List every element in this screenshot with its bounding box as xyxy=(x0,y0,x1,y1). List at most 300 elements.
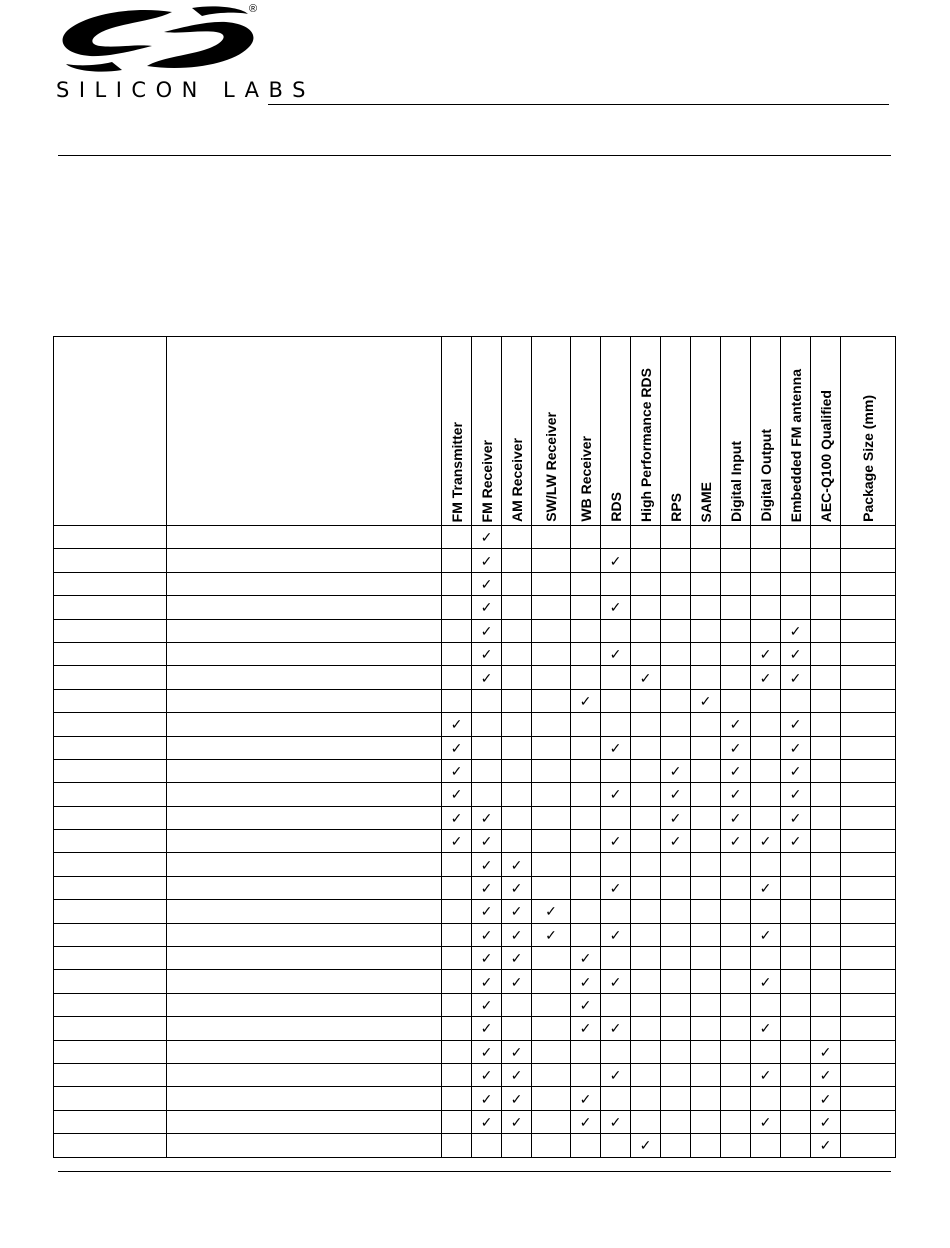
feature-cell xyxy=(691,900,721,923)
feature-cell xyxy=(751,830,781,853)
checkmark-icon: ✓ xyxy=(789,622,802,639)
checkmark-icon: ✓ xyxy=(480,973,493,990)
feature-cell xyxy=(631,642,661,665)
feature-cell xyxy=(811,1040,841,1063)
feature-cell xyxy=(631,666,661,689)
feature-cell xyxy=(502,1063,532,1086)
feature-cell xyxy=(661,900,691,923)
feature-cell xyxy=(811,806,841,829)
checkmark-icon: ✓ xyxy=(510,903,523,920)
feature-cell xyxy=(661,947,691,970)
feature-cell xyxy=(631,853,661,876)
checkmark-icon: ✓ xyxy=(510,1113,523,1130)
feature-cell xyxy=(661,596,691,619)
feature-cell xyxy=(661,526,691,549)
feature-cell xyxy=(751,1063,781,1086)
feature-cell xyxy=(571,1017,601,1040)
part-number-cell xyxy=(54,783,167,806)
feature-cell xyxy=(751,1087,781,1110)
col-header: FM Receiver xyxy=(472,337,502,526)
feature-cell xyxy=(472,572,502,595)
description-cell xyxy=(167,1134,442,1157)
feature-cell xyxy=(811,689,841,712)
feature-cell xyxy=(601,900,631,923)
feature-cell xyxy=(472,923,502,946)
part-number-cell xyxy=(54,993,167,1016)
feature-cell xyxy=(442,1040,472,1063)
feature-cell xyxy=(811,876,841,899)
header-rule xyxy=(268,104,889,105)
feature-cell xyxy=(472,549,502,572)
feature-cell xyxy=(781,923,811,946)
feature-cell xyxy=(781,549,811,572)
col-header: SAME xyxy=(691,337,721,526)
part-number-cell xyxy=(54,970,167,993)
feature-cell xyxy=(532,572,571,595)
feature-cell xyxy=(502,1017,532,1040)
description-cell xyxy=(167,596,442,619)
feature-cell xyxy=(721,947,751,970)
part-number-cell xyxy=(54,830,167,853)
feature-cell xyxy=(661,830,691,853)
feature-cell xyxy=(781,689,811,712)
feature-cell xyxy=(751,736,781,759)
feature-cell xyxy=(502,876,532,899)
feature-cell xyxy=(601,642,631,665)
feature-cell xyxy=(571,876,601,899)
table-header-row xyxy=(54,337,896,526)
feature-cell xyxy=(691,830,721,853)
feature-cell xyxy=(751,666,781,689)
feature-cell xyxy=(472,596,502,619)
feature-cell xyxy=(781,993,811,1016)
feature-cell xyxy=(601,572,631,595)
feature-cell xyxy=(661,1017,691,1040)
feature-cell xyxy=(751,947,781,970)
checkmark-icon: ✓ xyxy=(480,809,493,826)
feature-cell xyxy=(631,572,661,595)
checkmark-icon: ✓ xyxy=(480,1043,493,1060)
feature-cell xyxy=(472,713,502,736)
part-number-cell xyxy=(54,619,167,642)
feature-cell xyxy=(841,876,896,899)
description-cell xyxy=(167,993,442,1016)
feature-cell xyxy=(691,642,721,665)
description-cell xyxy=(167,689,442,712)
feature-cell xyxy=(751,549,781,572)
feature-cell xyxy=(751,993,781,1016)
feature-cell xyxy=(601,666,631,689)
table-row xyxy=(54,759,896,782)
feature-cell xyxy=(781,970,811,993)
checkmark-icon: ✓ xyxy=(819,1137,832,1154)
col-header: SW/LW Receiver xyxy=(532,337,571,526)
checkmark-icon: ✓ xyxy=(669,786,682,803)
checkmark-icon: ✓ xyxy=(450,809,463,826)
col-header: Package Size (mm) xyxy=(841,337,896,526)
feature-cell xyxy=(532,993,571,1016)
checkmark-icon: ✓ xyxy=(579,692,592,709)
feature-cell xyxy=(841,783,896,806)
col-header: FM Transmitter xyxy=(442,337,472,526)
feature-cell xyxy=(811,993,841,1016)
checkmark-icon: ✓ xyxy=(759,1113,772,1130)
checkmark-icon: ✓ xyxy=(609,880,622,897)
feature-cell xyxy=(472,689,502,712)
feature-cell xyxy=(442,806,472,829)
checkmark-icon: ✓ xyxy=(510,1090,523,1107)
table-row xyxy=(54,1017,896,1040)
feature-cell xyxy=(571,759,601,782)
checkmark-icon: ✓ xyxy=(759,926,772,943)
feature-cell xyxy=(811,759,841,782)
feature-cell xyxy=(811,1087,841,1110)
part-number-cell xyxy=(54,1110,167,1133)
feature-cell xyxy=(532,900,571,923)
feature-cell xyxy=(781,1063,811,1086)
feature-cell xyxy=(571,993,601,1016)
feature-cell xyxy=(691,549,721,572)
description-cell xyxy=(167,876,442,899)
table-row xyxy=(54,1087,896,1110)
feature-cell xyxy=(571,900,601,923)
checkmark-icon: ✓ xyxy=(789,763,802,780)
feature-cell xyxy=(601,1040,631,1063)
checkmark-icon: ✓ xyxy=(759,833,772,850)
feature-cell xyxy=(661,759,691,782)
checkmark-icon: ✓ xyxy=(609,833,622,850)
col-header: AM Receiver xyxy=(502,337,532,526)
part-number-cell xyxy=(54,1017,167,1040)
checkmark-icon: ✓ xyxy=(819,1043,832,1060)
feature-cell xyxy=(571,619,601,642)
feature-cell xyxy=(631,1063,661,1086)
part-number-cell xyxy=(54,853,167,876)
feature-cell xyxy=(691,993,721,1016)
feature-cell xyxy=(601,947,631,970)
checkmark-icon: ✓ xyxy=(609,1113,622,1130)
feature-cell xyxy=(532,1134,571,1157)
feature-cell xyxy=(841,970,896,993)
feature-cell xyxy=(472,1040,502,1063)
feature-cell xyxy=(811,853,841,876)
checkmark-icon: ✓ xyxy=(480,1067,493,1084)
feature-cell xyxy=(661,1087,691,1110)
feature-cell xyxy=(661,923,691,946)
feature-cell xyxy=(601,806,631,829)
feature-cell xyxy=(631,1087,661,1110)
checkmark-icon: ✓ xyxy=(609,739,622,756)
feature-cell xyxy=(601,713,631,736)
feature-cell xyxy=(781,572,811,595)
feature-cell xyxy=(721,1134,751,1157)
feature-cell xyxy=(691,759,721,782)
checkmark-icon: ✓ xyxy=(480,669,493,686)
feature-cell xyxy=(721,783,751,806)
feature-cell xyxy=(502,806,532,829)
feature-cell xyxy=(811,666,841,689)
feature-cell xyxy=(532,947,571,970)
feature-cell xyxy=(781,1017,811,1040)
checkmark-icon: ✓ xyxy=(729,809,742,826)
feature-cell xyxy=(691,666,721,689)
feature-cell xyxy=(601,970,631,993)
table-row xyxy=(54,713,896,736)
feature-cell xyxy=(631,736,661,759)
feature-cell xyxy=(631,526,661,549)
table-row xyxy=(54,526,896,549)
table-row xyxy=(54,923,896,946)
feature-cell xyxy=(661,783,691,806)
feature-cell xyxy=(661,619,691,642)
feature-cell xyxy=(631,900,661,923)
feature-cell xyxy=(691,1063,721,1086)
checkmark-icon: ✓ xyxy=(759,1020,772,1037)
checkmark-icon: ✓ xyxy=(480,880,493,897)
feature-cell xyxy=(601,783,631,806)
checkmark-icon: ✓ xyxy=(609,552,622,569)
checkmark-icon: ✓ xyxy=(699,692,712,709)
table-row xyxy=(54,900,896,923)
table-row xyxy=(54,1040,896,1063)
feature-cell xyxy=(502,947,532,970)
feature-cell xyxy=(601,619,631,642)
col-header: RDS xyxy=(601,337,631,526)
feature-cell xyxy=(721,1040,751,1063)
feature-cell xyxy=(442,642,472,665)
feature-cell xyxy=(502,993,532,1016)
feature-cell xyxy=(601,549,631,572)
feature-cell xyxy=(631,1134,661,1157)
feature-cell xyxy=(751,526,781,549)
part-number-cell xyxy=(54,689,167,712)
checkmark-icon: ✓ xyxy=(729,716,742,733)
feature-cell xyxy=(472,1063,502,1086)
checkmark-icon: ✓ xyxy=(789,716,802,733)
checkmark-icon: ✓ xyxy=(789,833,802,850)
table-row xyxy=(54,642,896,665)
checkmark-icon: ✓ xyxy=(480,997,493,1013)
feature-cell xyxy=(661,876,691,899)
checkmark-icon: ✓ xyxy=(450,786,463,803)
checkmark-icon: ✓ xyxy=(669,833,682,850)
feature-cell xyxy=(751,806,781,829)
checkmark-icon: ✓ xyxy=(609,599,622,616)
feature-cell xyxy=(811,783,841,806)
feature-cell xyxy=(532,876,571,899)
feature-cell xyxy=(442,549,472,572)
feature-cell xyxy=(442,713,472,736)
description-cell xyxy=(167,970,442,993)
table-row xyxy=(54,689,896,712)
feature-cell xyxy=(631,830,661,853)
feature-cell xyxy=(751,1040,781,1063)
feature-cell xyxy=(691,853,721,876)
feature-cell xyxy=(601,596,631,619)
feature-cell xyxy=(472,993,502,1016)
feature-cell xyxy=(631,1040,661,1063)
part-number-cell xyxy=(54,642,167,665)
checkmark-icon: ✓ xyxy=(510,926,523,943)
checkmark-icon: ✓ xyxy=(480,833,493,850)
feature-cell xyxy=(811,642,841,665)
feature-cell xyxy=(502,1087,532,1110)
description-cell xyxy=(167,759,442,782)
feature-cell xyxy=(442,689,472,712)
feature-cell xyxy=(472,1134,502,1157)
feature-cell xyxy=(661,806,691,829)
checkmark-icon: ✓ xyxy=(729,833,742,850)
description-cell xyxy=(167,526,442,549)
feature-cell xyxy=(571,549,601,572)
feature-cell xyxy=(502,689,532,712)
top-rule xyxy=(58,155,891,156)
table-row xyxy=(54,993,896,1016)
checkmark-icon: ✓ xyxy=(759,669,772,686)
feature-cell xyxy=(631,923,661,946)
feature-cell xyxy=(751,923,781,946)
feature-cell xyxy=(442,666,472,689)
table-row xyxy=(54,1063,896,1086)
table-row xyxy=(54,947,896,970)
feature-cell xyxy=(571,853,601,876)
feature-cell xyxy=(661,1110,691,1133)
checkmark-icon: ✓ xyxy=(480,1113,493,1130)
feature-cell xyxy=(532,759,571,782)
feature-cell xyxy=(601,526,631,549)
feature-cell xyxy=(532,923,571,946)
feature-cell xyxy=(781,1110,811,1133)
feature-cell xyxy=(841,900,896,923)
feature-cell xyxy=(781,783,811,806)
feature-cell xyxy=(691,619,721,642)
feature-cell xyxy=(442,1134,472,1157)
feature-cell xyxy=(781,1040,811,1063)
table-row xyxy=(54,970,896,993)
feature-cell xyxy=(811,900,841,923)
feature-cell xyxy=(721,853,751,876)
feature-cell xyxy=(532,596,571,619)
checkmark-icon: ✓ xyxy=(609,786,622,803)
feature-cell xyxy=(442,830,472,853)
feature-cell xyxy=(781,830,811,853)
checkmark-icon: ✓ xyxy=(510,950,523,967)
col-header: Digital Output xyxy=(751,337,781,526)
feature-cell xyxy=(532,619,571,642)
checkmark-icon: ✓ xyxy=(480,646,493,663)
checkmark-icon: ✓ xyxy=(609,1020,622,1037)
feature-cell xyxy=(661,572,691,595)
feature-cell xyxy=(661,993,691,1016)
feature-cell xyxy=(751,970,781,993)
feature-cell xyxy=(781,526,811,549)
feature-cell xyxy=(472,1017,502,1040)
feature-cell xyxy=(691,1017,721,1040)
feature-cell xyxy=(502,642,532,665)
checkmark-icon: ✓ xyxy=(480,950,493,967)
feature-cell xyxy=(721,666,751,689)
col-header: RPS xyxy=(661,337,691,526)
checkmark-icon: ✓ xyxy=(579,1090,592,1107)
table-row xyxy=(54,619,896,642)
feature-cell xyxy=(631,1017,661,1040)
feature-cell xyxy=(811,830,841,853)
feature-cell xyxy=(532,549,571,572)
feature-cell xyxy=(442,1063,472,1086)
feature-cell xyxy=(781,596,811,619)
feature-cell xyxy=(661,853,691,876)
feature-cell xyxy=(781,900,811,923)
bottom-rule xyxy=(58,1171,891,1172)
feature-cell xyxy=(532,1087,571,1110)
feature-cell xyxy=(631,806,661,829)
feature-cell xyxy=(472,970,502,993)
feature-cell xyxy=(841,1134,896,1157)
feature-cell xyxy=(442,1017,472,1040)
feature-cell xyxy=(502,619,532,642)
table-row xyxy=(54,572,896,595)
feature-cell xyxy=(781,666,811,689)
registered-mark: ® xyxy=(249,3,258,15)
feature-cell xyxy=(571,666,601,689)
description-cell xyxy=(167,923,442,946)
feature-cell xyxy=(691,596,721,619)
feature-cell xyxy=(841,713,896,736)
checkmark-icon: ✓ xyxy=(609,1067,622,1084)
feature-cell xyxy=(532,783,571,806)
description-cell xyxy=(167,549,442,572)
feature-cell xyxy=(631,783,661,806)
checkmark-icon: ✓ xyxy=(545,926,557,943)
checkmark-icon: ✓ xyxy=(759,880,772,897)
feature-cell xyxy=(472,947,502,970)
feature-cell xyxy=(571,572,601,595)
feature-cell xyxy=(502,572,532,595)
feature-cell xyxy=(811,970,841,993)
description-cell xyxy=(167,900,442,923)
col-header: WB Receiver xyxy=(571,337,601,526)
feature-cell xyxy=(442,783,472,806)
checkmark-icon: ✓ xyxy=(789,739,802,756)
feature-cell xyxy=(721,759,751,782)
feature-cell xyxy=(571,970,601,993)
feature-cell xyxy=(811,572,841,595)
feature-cell xyxy=(502,1110,532,1133)
feature-cell xyxy=(811,713,841,736)
feature-cell xyxy=(691,947,721,970)
checkmark-icon: ✓ xyxy=(480,552,493,569)
feature-cell xyxy=(751,783,781,806)
feature-cell xyxy=(601,923,631,946)
feature-cell xyxy=(841,759,896,782)
feature-cell xyxy=(571,713,601,736)
table-row xyxy=(54,1134,896,1157)
checkmark-icon: ✓ xyxy=(819,1113,832,1130)
part-number-cell xyxy=(54,1063,167,1086)
feature-cell xyxy=(661,1134,691,1157)
feature-cell xyxy=(721,713,751,736)
checkmark-icon: ✓ xyxy=(579,973,592,990)
feature-cell xyxy=(472,736,502,759)
col-header: AEC-Q100 Qualified xyxy=(811,337,841,526)
feature-cell xyxy=(532,1063,571,1086)
feature-cell xyxy=(502,1040,532,1063)
feature-cell xyxy=(841,526,896,549)
feature-cell xyxy=(721,689,751,712)
feature-cell xyxy=(841,947,896,970)
table-row xyxy=(54,853,896,876)
feature-cell xyxy=(442,876,472,899)
